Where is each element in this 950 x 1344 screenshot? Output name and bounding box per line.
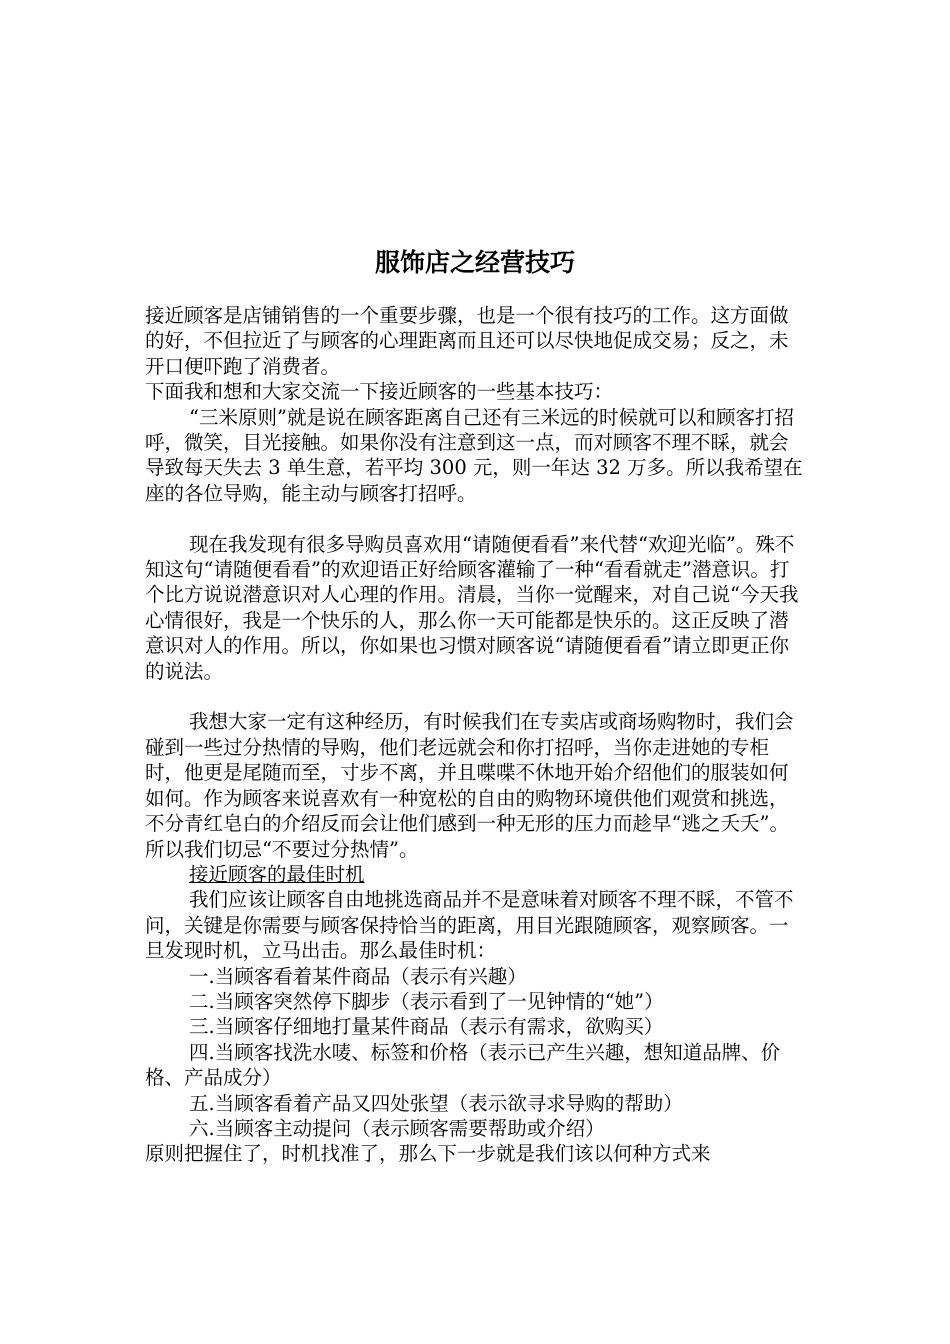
document-body <box>145 303 805 1167</box>
list-item-timing-6: 六.当顾客主动提问（表示顾客需要帮助或介绍） <box>189 1116 605 1140</box>
paragraph-intro: 接近顾客是店铺销售的一个重要步骤，也是一个很有技巧的工作。这方面做的好，不但拉近了与顾客的心理距离而且还可以尽快地促成交易；反之，未开口便吓跑了消费者。 <box>145 304 789 378</box>
list-item-timing-4: 四.当顾客找洗水唛、标签和价格（表示已产生兴趣，想知道品牌、价格、产品成分） <box>145 1040 781 1090</box>
blank-line <box>145 506 805 531</box>
list-item-timing-2: 二.当顾客突然停下脚步（表示看到了一见钟情的“她”） <box>189 989 664 1013</box>
blank-line <box>145 684 805 709</box>
paragraph-three-meter-rule: “三米原则”就是说在顾客距离自己还有三米远的时候就可以和顾客打招呼，微笑，目光接触。如果你没有注意到这一点，而对顾客不理不睬，就会导致每天失去 3 单生意，若平均 300 元，则一年达 32 万多。所以我希望在座的各位导购，能主动与顾客打招呼。 <box>145 405 803 505</box>
list-item-timing-1: 一.当顾客看着某件商品（表示有兴趣） <box>189 964 527 988</box>
paragraph-best-timing: 我们应该让顾客自由地挑选商品并不是意味着对顾客不理不睬，不管不问，关键是你需要与顾客保持恰当的距离，用目光跟随顾客，观察顾客。一旦发现时机，立马出击。那么最佳时机： <box>145 888 794 963</box>
section-heading-best-timing: 接近顾客的最佳时机 <box>189 862 365 886</box>
document-title: 服饰店之经营技巧 <box>374 248 575 277</box>
paragraph-closing: 原则把握住了，时机找准了，那么下一步就是我们该以何种方式来 <box>145 1142 711 1166</box>
paragraph-lead-in: 下面我和想和大家交流一下接近顾客的一些基本技巧： <box>145 380 614 404</box>
paragraph-over-enthusiasm: 我想大家一定有这种经历，有时候我们在专卖店或商场购物时，我们会碰到一些过分热情的导购，他们老远就会和你打招呼，当你走进她的专柜时，他更是尾随而至，寸步不离，并且喋喋不休地开始介绍他们的服装如何如何。作为顾客来说喜欢有一种宽松的自由的购物环境供他们观赏和挑选，不分青红皂白的介绍反而会让他们感到一种无形的压力而趁早“逃之夭夭”。所以我们切忌“不要过分热情”。 <box>145 710 794 861</box>
paragraph-greeting-phrase: 现在我发现有很多导购员喜欢用“请随便看看”来代替“欢迎光临”。殊不知这句“请随便看看”的欢迎语正好给顾客灌输了一种“看看就走”潜意识。打个比方说说潜意识对人心理的作用。清晨，当你一觉醒来，对自己说“今天我心情很好，我是一个快乐的人，那么你一天可能都是快乐的。这正反映了潜意识对人的作用。所以，你如果也习惯对顾客说“请随便看看”请立即更正你的说法。 <box>145 532 799 683</box>
list-item-timing-3: 三.当顾客仔细地打量某件商品（表示有需求，欲购买） <box>189 1015 664 1039</box>
list-item-timing-5: 五.当顾客看着产品又四处张望（表示欲寻求导购的帮助） <box>189 1091 683 1115</box>
